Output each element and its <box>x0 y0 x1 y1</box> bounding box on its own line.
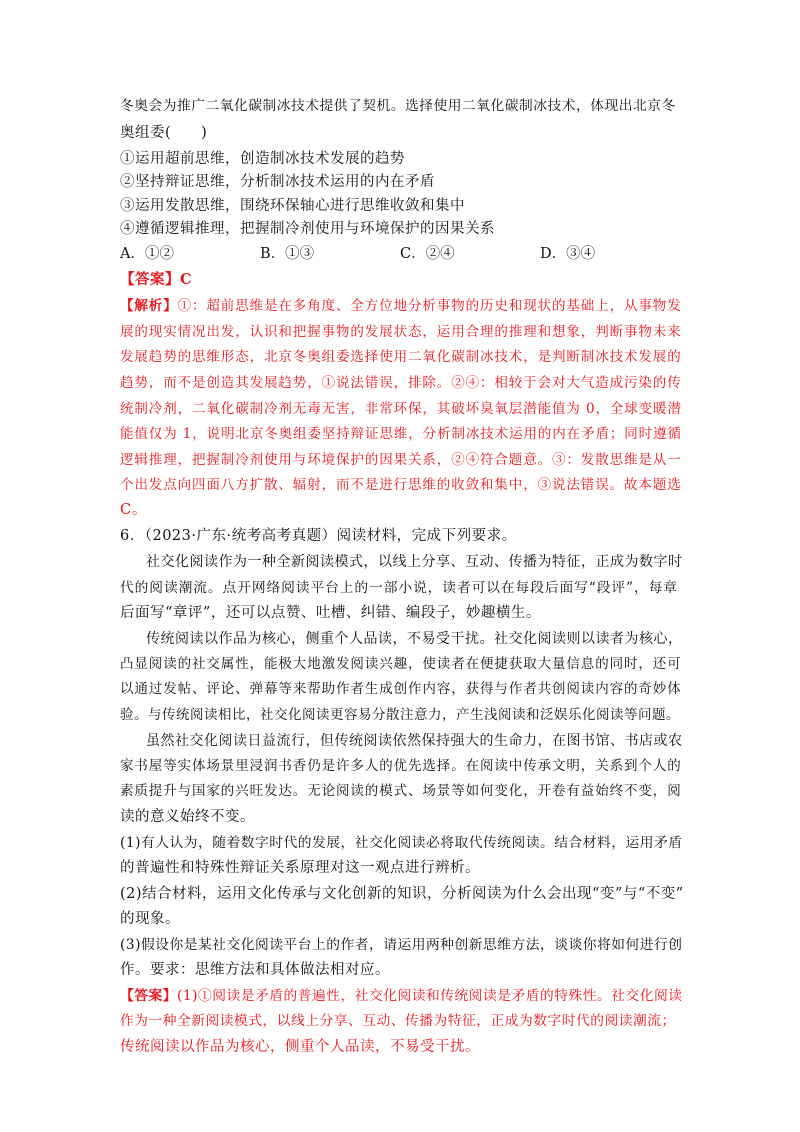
q5-option-a: A．①② <box>120 246 174 262</box>
q5-analysis-line: 展的现实情况出发，认识和把握事物的发展状态，运用合理的推理和想象，判断事物未来 <box>120 324 682 340</box>
q6-answer-line: 作为一种全新阅读模式，以线上分享、互动、传播为特征，正成为数字时代的阅读潮流； <box>120 1013 676 1029</box>
q6-task-line: (2)结合材料，运用文化传承与文化创新的知识，分析阅读为什么会出现“变”与“不变” <box>120 886 684 902</box>
q5-analysis-line: 【解析】①：超前思维是在多角度、全方位地分析事物的历史和现状的基础上，从事物发 <box>120 298 682 314</box>
q6-task-line: (1)有人认为，随着数字时代的发展，社交化阅读必将取代传统阅读。结合材料，运用矛盾 <box>120 835 683 851</box>
q5-option-c: C．②④ <box>400 246 455 262</box>
q6-material-line: 凸显阅读的社交属性，能极大地激发阅读兴趣，使读者在便捷获取大量信息的同时，还可 <box>120 656 682 672</box>
q5-item-1: ①运用超前思维，创造制冰技术发展的趋势 <box>120 151 405 167</box>
q6-material-line: 代的阅读潮流。点开网络阅读平台上的一部小说，读者可以在每段后面写“段评”，每章 <box>120 580 678 596</box>
q5-stem-line-1: 冬奥会为推广二氧化碳制冰技术提供了契机。选择使用二氧化碳制冰技术，体现出北京冬 <box>120 98 676 114</box>
q6-material-line: 家书屋等实体场景里浸润书香仍是许多人的优先选择。在阅读中传承文明，关系到个人的 <box>120 758 682 774</box>
q5-analysis-line: 统制冷剂，二氧化碳制冷剂无毒无害，非常环保，其破坏臭氧层潜能值为 0，全球变暖潜 <box>120 401 682 417</box>
q5-option-b: B．①③ <box>260 246 315 262</box>
q6-material-line: 以通过发帖、评论、弹幕等来帮助作者生成创作内容，获得与作者共创阅读内容的奇妙体 <box>120 681 682 697</box>
q6-material-line: 后面写“章评”，还可以点赞、吐槽、纠错、编段子，妙趣横生。 <box>120 605 541 621</box>
q6-answer-line: 【答案】(1)①阅读是矛盾的普遍性，社交化阅读和传统阅读是矛盾的特殊性。社交化阅读 <box>120 988 683 1004</box>
q6-task-line: 的普遍性和特殊性辩证关系原理对这一观点进行辨析。 <box>120 860 480 876</box>
q5-option-d: D．③④ <box>540 246 596 262</box>
q6-task-line: (3)假设你是某社交化阅读平台上的作者，请运用两种创新思维方法，谈谈你将如何进行创 <box>120 937 683 953</box>
section-tag: 【答案】 <box>120 271 180 288</box>
q6-material-line: 读的意义始终不变。 <box>120 809 255 825</box>
q5-item-2: ②坚持辩证思维，分析制冰技术运用的内在矛盾 <box>120 174 435 190</box>
q5-answer: 【答案】C <box>120 271 193 288</box>
q6-task-line: 的现象。 <box>120 911 180 927</box>
q6-material-line: 素质提升与国家的兴旺发达。无论阅读的模式、场景等如何变化，开卷有益始终不变，阅 <box>120 783 682 799</box>
section-tag: 【答案】 <box>120 988 178 1004</box>
q5-analysis-line: 逻辑推理，把握制冷剂使用与环境保护的因果关系，②④符合题意。③：发散思维是从一 <box>120 452 682 468</box>
q6-task-line: 作。要求：思维方法和具体做法相对应。 <box>120 962 390 978</box>
q5-analysis-line: 个出发点向四面八方扩散、辐射，而不是进行思维的收敛和集中，③说法错误。故本题选 <box>120 477 682 493</box>
q5-analysis-line: 趋势，而不是创造其发展趋势，①说法错误，排除。②④：相较于会对大气造成污染的传 <box>120 375 682 391</box>
q6-material-line: 虽然社交化阅读日益流行，但传统阅读依然保持强大的生命力，在图书馆、书店或农 <box>146 733 683 749</box>
q6-answer-line: 传统阅读以作品为核心，侧重个人品读，不易受干扰。 <box>120 1039 480 1055</box>
q6-material-line: 验。与传统阅读相比，社交化阅读更容易分散注意力，产生浅阅读和泛娱乐化阅读等问题。 <box>120 707 680 723</box>
q5-analysis-line: 能值仅为 1，说明北京冬奥组委坚持辩证思维，分析制冰技术运用的内在矛盾；同时遵循 <box>120 426 682 442</box>
q6-material-line: 传统阅读以作品为核心，侧重个人品读，不易受干扰。社交化阅读则以读者为核心， <box>146 631 683 647</box>
q5-stem-line-2: 奥组委( ) <box>120 125 208 141</box>
q6-header: 6．（2023·广东·统考高考真题）阅读材料，完成下列要求。 <box>120 528 517 544</box>
q5-analysis-line: C。 <box>120 502 148 518</box>
q5-analysis-line: 发展趋势的思维形态，北京冬奥组委选择使用二氧化碳制冰技术，是判断制冰技术发展的 <box>120 349 682 365</box>
q5-item-4: ④遵循逻辑推理，把握制冷剂使用与环境保护的因果关系 <box>120 221 495 237</box>
section-tag: 【解析】 <box>120 298 178 314</box>
q5-item-3: ③运用发散思维，围绕环保轴心进行思维收敛和集中 <box>120 198 465 214</box>
q6-material-line: 社交化阅读作为一种全新阅读模式，以线上分享、互动、传播为特征，正成为数字时 <box>146 554 683 570</box>
